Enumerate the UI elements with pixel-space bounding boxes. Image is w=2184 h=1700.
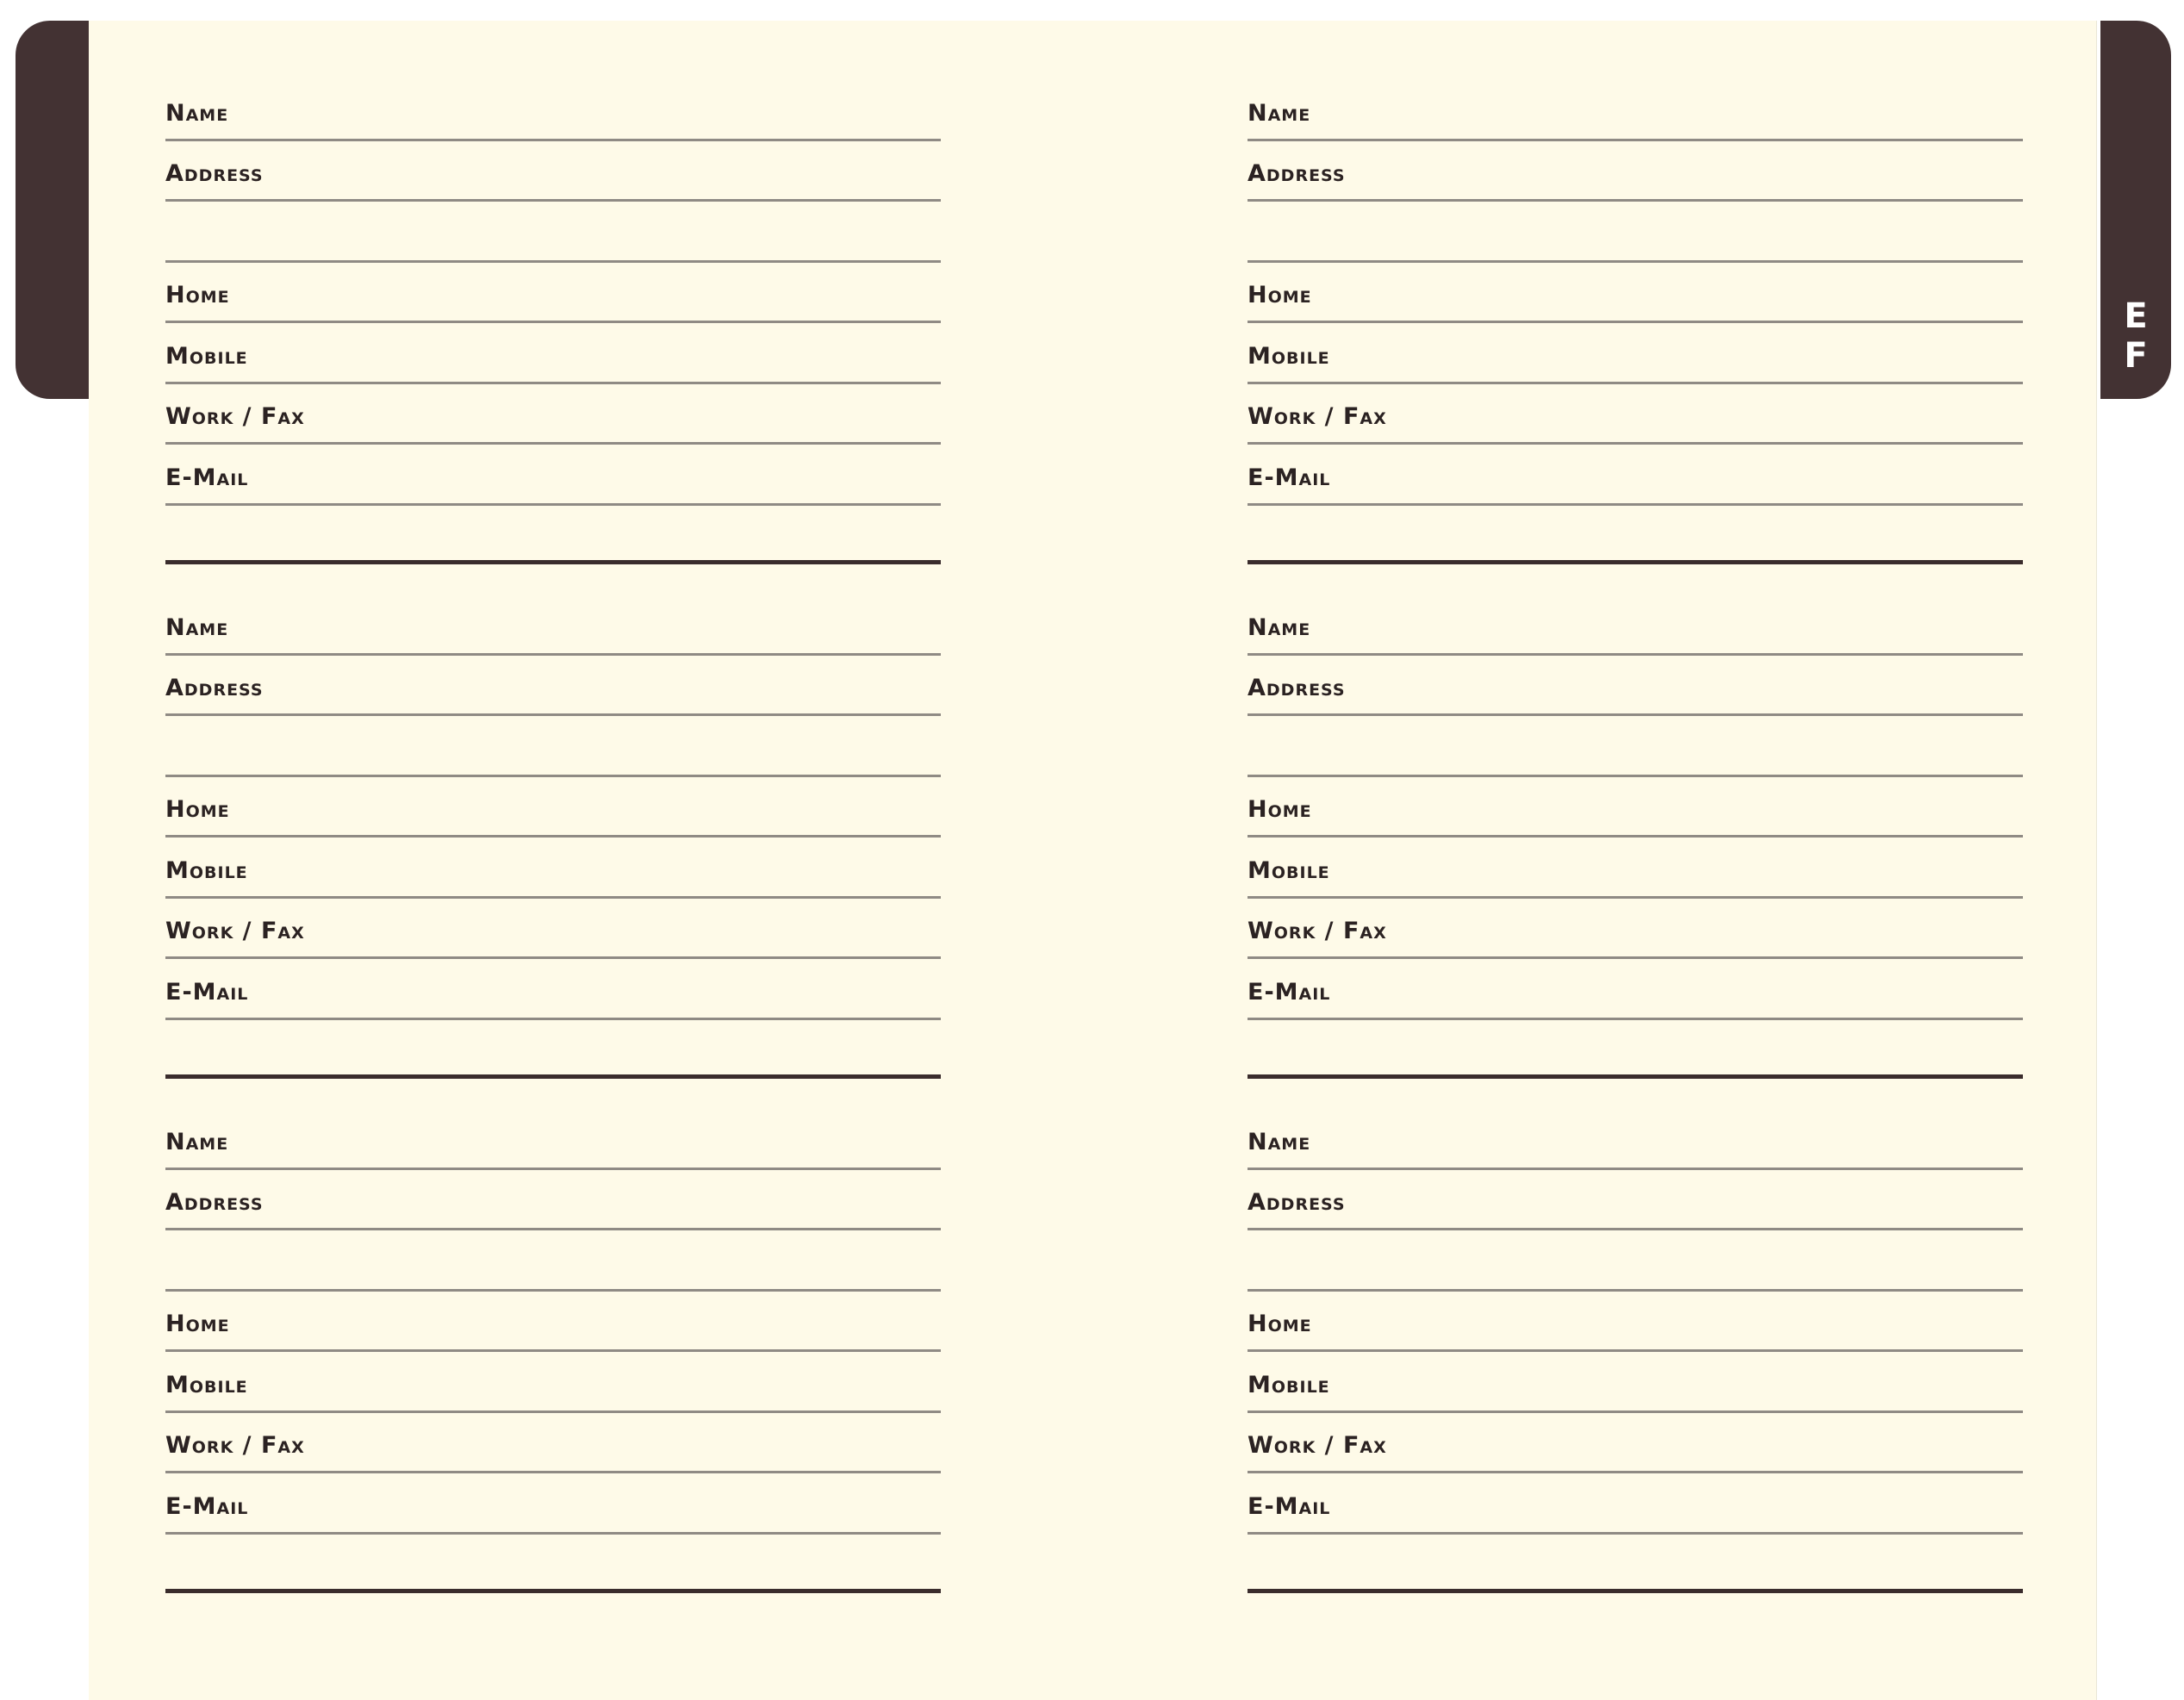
mobile-phone-field[interactable]	[1248, 324, 2023, 384]
name-field-label: Name	[1248, 1129, 1311, 1155]
address-field[interactable]	[165, 141, 941, 202]
address-line-2[interactable]	[165, 202, 941, 263]
home-phone-field[interactable]	[1248, 1292, 2023, 1352]
address-line-2[interactable]	[165, 1231, 941, 1292]
email-field[interactable]	[165, 960, 941, 1020]
work-fax-field-label: Work / Fax	[165, 403, 305, 430]
mobile-phone-field-label: Mobile	[165, 343, 248, 370]
entry-separator	[1248, 1074, 2023, 1079]
address-field-label: Address	[1248, 160, 1346, 187]
home-phone-field-label: Home	[1248, 796, 1312, 823]
address-line-2[interactable]	[165, 717, 941, 777]
tab-letter-f: F	[2124, 336, 2148, 376]
email-field[interactable]	[1248, 445, 2023, 506]
home-phone-field[interactable]	[1248, 263, 2023, 323]
contact-entry-right-1	[1248, 81, 2023, 595]
email-field[interactable]	[1248, 960, 2023, 1020]
entry-separator	[1248, 1589, 2023, 1593]
contact-entry-left-2	[165, 595, 941, 1110]
entry-separator	[165, 560, 941, 564]
email-field-label: E-Mail	[1248, 1493, 1331, 1520]
address-line-2[interactable]	[1248, 1231, 2023, 1292]
home-phone-field[interactable]	[1248, 777, 2023, 838]
work-fax-field-label: Work / Fax	[165, 1432, 305, 1459]
home-phone-field-label: Home	[165, 796, 230, 823]
work-fax-field-label: Work / Fax	[1248, 1432, 1387, 1459]
name-field[interactable]	[1248, 595, 2023, 656]
name-field[interactable]	[165, 81, 941, 141]
email-field-label: E-Mail	[1248, 979, 1331, 1006]
mobile-phone-field[interactable]	[1248, 1353, 2023, 1413]
contact-entry-right-3	[1248, 1110, 2023, 1624]
email-field-label: E-Mail	[165, 979, 249, 1006]
tab-letter-e: E	[2124, 296, 2148, 336]
tab-letters	[2100, 296, 2171, 376]
address-field-label: Address	[165, 675, 264, 701]
mobile-phone-field-label: Mobile	[1248, 343, 1330, 370]
left-column	[165, 81, 941, 1624]
name-field[interactable]	[165, 1110, 941, 1170]
name-field-label: Name	[165, 100, 229, 127]
address-line-2[interactable]	[1248, 202, 2023, 263]
home-phone-field[interactable]	[165, 263, 941, 323]
home-phone-field[interactable]	[165, 1292, 941, 1352]
mobile-phone-field-label: Mobile	[1248, 1372, 1330, 1398]
name-field-label: Name	[1248, 614, 1311, 641]
work-fax-field-label: Work / Fax	[1248, 403, 1387, 430]
work-fax-field[interactable]	[165, 384, 941, 445]
name-field-label: Name	[1248, 100, 1311, 127]
home-phone-field-label: Home	[1248, 282, 1312, 308]
email-field-label: E-Mail	[165, 1493, 249, 1520]
address-field-label: Address	[1248, 675, 1346, 701]
address-field[interactable]	[165, 656, 941, 716]
mobile-phone-field-label: Mobile	[165, 1372, 248, 1398]
work-fax-field[interactable]	[165, 899, 941, 959]
entry-separator	[165, 1589, 941, 1593]
address-field[interactable]	[1248, 141, 2023, 202]
email-field[interactable]	[1248, 1474, 2023, 1535]
address-field-label: Address	[165, 160, 264, 187]
email-field[interactable]	[165, 445, 941, 506]
address-field-label: Address	[165, 1189, 264, 1216]
address-field-label: Address	[1248, 1189, 1346, 1216]
contact-entry-left-3	[165, 1110, 941, 1624]
contact-entry-left-1	[165, 81, 941, 595]
address-field[interactable]	[1248, 656, 2023, 716]
left-index-tab	[16, 21, 89, 399]
mobile-phone-field[interactable]	[165, 324, 941, 384]
home-phone-field-label: Home	[1248, 1311, 1312, 1337]
name-field-label: Name	[165, 614, 229, 641]
work-fax-field[interactable]	[1248, 899, 2023, 959]
mobile-phone-field[interactable]	[165, 838, 941, 899]
entry-separator	[1248, 560, 2023, 564]
work-fax-field[interactable]	[165, 1413, 941, 1473]
work-fax-field-label: Work / Fax	[165, 918, 305, 944]
email-field-label: E-Mail	[1248, 464, 1331, 491]
mobile-phone-field[interactable]	[1248, 838, 2023, 899]
contact-entry-right-2	[1248, 595, 2023, 1110]
email-field-label: E-Mail	[165, 464, 249, 491]
name-field[interactable]	[165, 595, 941, 656]
right-column	[1248, 81, 2023, 1624]
name-field[interactable]	[1248, 81, 2023, 141]
address-field[interactable]	[165, 1170, 941, 1230]
name-field[interactable]	[1248, 1110, 2023, 1170]
name-field-label: Name	[165, 1129, 229, 1155]
home-phone-field[interactable]	[165, 777, 941, 838]
mobile-phone-field[interactable]	[165, 1353, 941, 1413]
mobile-phone-field-label: Mobile	[165, 857, 248, 884]
work-fax-field[interactable]	[1248, 1413, 2023, 1473]
right-index-tab-ef[interactable]	[2100, 21, 2171, 399]
home-phone-field-label: Home	[165, 282, 230, 308]
mobile-phone-field-label: Mobile	[1248, 857, 1330, 884]
work-fax-field-label: Work / Fax	[1248, 918, 1387, 944]
email-field[interactable]	[165, 1474, 941, 1535]
home-phone-field-label: Home	[165, 1311, 230, 1337]
work-fax-field[interactable]	[1248, 384, 2023, 445]
address-field[interactable]	[1248, 1170, 2023, 1230]
entry-separator	[165, 1074, 941, 1079]
address-line-2[interactable]	[1248, 717, 2023, 777]
